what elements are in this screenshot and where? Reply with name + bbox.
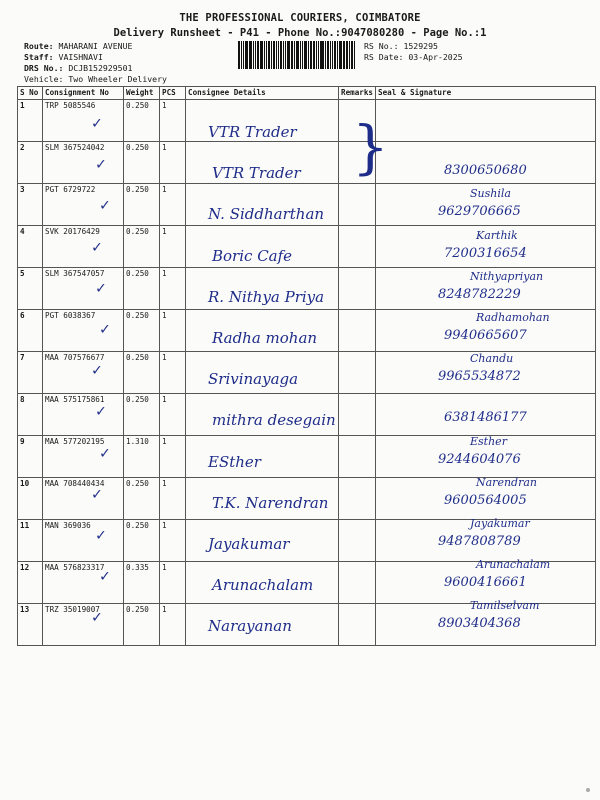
col-header: Weight bbox=[124, 87, 160, 100]
scan-dot bbox=[586, 788, 590, 792]
row-pieces: 1 bbox=[160, 142, 186, 184]
row-consignment-number: MAA 577202195 bbox=[43, 436, 124, 478]
row-serial-number: 11 bbox=[18, 520, 43, 562]
seal-signature: Chandu bbox=[470, 352, 514, 366]
row-serial-number: 5 bbox=[18, 268, 43, 310]
row-remarks-cell bbox=[339, 604, 376, 646]
delivered-check-icon: ✓ bbox=[92, 483, 102, 503]
seal-signature: Karthik bbox=[476, 228, 518, 242]
delivered-check-icon: ✓ bbox=[96, 277, 106, 297]
seal-signature: Sushila bbox=[470, 187, 511, 201]
row-serial-number: 13 bbox=[18, 604, 43, 646]
seal-signature: Arunachalam bbox=[476, 558, 551, 572]
row-serial-number: 6 bbox=[18, 310, 43, 352]
seal-signature: Esther bbox=[470, 434, 507, 448]
row-consignment-number: MAA 575175861 bbox=[43, 394, 124, 436]
row-consignment-number: PGT 6729722 bbox=[43, 184, 124, 226]
row-consignment-number: SVK 20176429 bbox=[43, 226, 124, 268]
receiver-phone: 9965534872 bbox=[438, 369, 521, 385]
rs-no-line: RS No.: 1529295 bbox=[364, 41, 438, 51]
row-consignment-number: TRP 5085546 bbox=[43, 100, 124, 142]
receiver-phone: 9600416661 bbox=[444, 575, 527, 591]
row-serial-number: 2 bbox=[18, 142, 43, 184]
row-serial-number: 7 bbox=[18, 352, 43, 394]
receiver-phone: 9487808789 bbox=[438, 534, 521, 549]
consignee-handwriting: Jayakumar bbox=[208, 535, 290, 553]
row-remarks-cell bbox=[339, 184, 376, 226]
row-consignment-number: PGT 6038367 bbox=[43, 310, 124, 352]
row-weight: 0.250 bbox=[124, 478, 160, 520]
seal-signature: Jayakumar bbox=[470, 517, 530, 530]
row-consignment-number: MAA 576823317 bbox=[43, 562, 124, 604]
row-remarks-cell bbox=[339, 268, 376, 310]
col-header: S No bbox=[18, 87, 43, 100]
row-remarks-cell bbox=[339, 352, 376, 394]
row-consignment-number: SLM 367547057 bbox=[43, 268, 124, 310]
row-serial-number: 4 bbox=[18, 226, 43, 268]
row-weight: 0.250 bbox=[124, 100, 160, 142]
runsheet-subtitle: Delivery Runsheet - P41 - Phone No.:9047080280 - Page No.:1 bbox=[113, 27, 487, 39]
row-pieces: 1 bbox=[160, 562, 186, 604]
row-remarks-cell bbox=[339, 310, 376, 352]
staff-line: Staff: VAISHNAVI bbox=[24, 52, 103, 62]
receiver-phone: 8903404368 bbox=[438, 616, 521, 632]
consignee-handwriting: Srivinayaga bbox=[208, 370, 299, 389]
row-consignment-number: MAN 369036 bbox=[43, 520, 124, 562]
consignee-handwriting: Arunachalam bbox=[212, 576, 314, 595]
row-pieces: 1 bbox=[160, 310, 186, 352]
row-weight: 1.310 bbox=[124, 436, 160, 478]
row-pieces: 1 bbox=[160, 436, 186, 478]
row-serial-number: 10 bbox=[18, 478, 43, 520]
row-consignment-number: SLM 367524042 bbox=[43, 142, 124, 184]
consignee-handwriting: VTR Trader bbox=[212, 164, 301, 183]
delivered-check-icon: ✓ bbox=[96, 525, 106, 544]
consignee-handwriting: mithra desegain bbox=[212, 411, 336, 430]
seal-signature: Narendran bbox=[476, 475, 537, 489]
row-serial-number: 9 bbox=[18, 436, 43, 478]
row-seal-cell bbox=[376, 100, 596, 142]
seal-signature: Radhamohan bbox=[476, 311, 550, 324]
row-pieces: 1 bbox=[160, 352, 186, 394]
receiver-phone: 8248782229 bbox=[438, 286, 521, 302]
delivered-check-icon: ✓ bbox=[100, 319, 110, 338]
row-weight: 0.335 bbox=[124, 562, 160, 604]
consignee-handwriting: VTR Trader bbox=[208, 123, 297, 141]
col-header: PCS bbox=[160, 87, 186, 100]
consignee-handwriting: R. Nithya Priya bbox=[208, 287, 325, 306]
col-header: Consignee Details bbox=[186, 87, 339, 100]
consignee-handwriting: T.K. Narendran bbox=[212, 493, 329, 512]
delivered-check-icon: ✓ bbox=[92, 607, 102, 627]
route-line: Route: MAHARANI AVENUE bbox=[24, 41, 133, 51]
consignee-handwriting: Boric Cafe bbox=[212, 246, 293, 265]
col-header: Seal & Signature bbox=[376, 87, 596, 100]
receiver-phone: 9600564005 bbox=[444, 492, 527, 508]
row-weight: 0.250 bbox=[124, 394, 160, 436]
row-pieces: 1 bbox=[160, 520, 186, 562]
row-consignment-number: TRZ 35019007 bbox=[43, 604, 124, 646]
row-pieces: 1 bbox=[160, 268, 186, 310]
seal-signature: Tamilselvam bbox=[470, 599, 540, 613]
row-remarks-cell bbox=[339, 394, 376, 436]
row-weight: 0.250 bbox=[124, 310, 160, 352]
rs-date-line: RS Date: 03-Apr-2025 bbox=[364, 52, 463, 62]
row-remarks-cell bbox=[339, 562, 376, 604]
row-remarks-cell bbox=[339, 478, 376, 520]
row-weight: 0.250 bbox=[124, 352, 160, 394]
delivered-check-icon: ✓ bbox=[100, 442, 110, 462]
consignee-handwriting: ESther bbox=[208, 452, 261, 471]
table-header-row bbox=[18, 87, 596, 100]
row-consignment-number: MAA 708440434 bbox=[43, 478, 124, 520]
consignee-handwriting: Narayanan bbox=[208, 617, 292, 636]
row-serial-number: 8 bbox=[18, 394, 43, 436]
receiver-phone: 9629706665 bbox=[438, 204, 521, 220]
delivered-check-icon: ✓ bbox=[96, 154, 106, 174]
consignee-handwriting: Radha mohan bbox=[212, 329, 318, 347]
delivered-check-icon: ✓ bbox=[92, 236, 102, 256]
receiver-phone: 8300650680 bbox=[444, 163, 527, 179]
receiver-phone: 9244604076 bbox=[438, 451, 521, 467]
row-serial-number: 1 bbox=[18, 100, 43, 142]
row-pieces: 1 bbox=[160, 394, 186, 436]
row-weight: 0.250 bbox=[124, 226, 160, 268]
table-row bbox=[18, 100, 596, 142]
consignee-handwriting: N. Siddharthan bbox=[208, 205, 325, 224]
row-remarks-cell bbox=[339, 436, 376, 478]
receiver-phone: 6381486177 bbox=[444, 410, 527, 426]
row-remarks-cell bbox=[339, 520, 376, 562]
receiver-phone: 7200316654 bbox=[444, 245, 527, 261]
delivered-check-icon: ✓ bbox=[100, 195, 110, 215]
row-pieces: 1 bbox=[160, 100, 186, 142]
row-weight: 0.250 bbox=[124, 184, 160, 226]
delivered-check-icon: ✓ bbox=[92, 360, 102, 380]
row-serial-number: 12 bbox=[18, 562, 43, 604]
delivered-check-icon: ✓ bbox=[92, 113, 102, 132]
row-pieces: 1 bbox=[160, 604, 186, 646]
delivered-check-icon: ✓ bbox=[96, 401, 106, 421]
delivered-check-icon: ✓ bbox=[100, 566, 110, 586]
row-serial-number: 3 bbox=[18, 184, 43, 226]
row-weight: 0.250 bbox=[124, 604, 160, 646]
row-consignment-number: MAA 707576677 bbox=[43, 352, 124, 394]
page-title: THE PROFESSIONAL COURIERS, COIMBATORE bbox=[179, 12, 421, 24]
row-weight: 0.250 bbox=[124, 520, 160, 562]
row-pieces: 1 bbox=[160, 478, 186, 520]
seal-signature: Nithyapriyan bbox=[470, 269, 544, 283]
row-pieces: 1 bbox=[160, 226, 186, 268]
row-weight: 0.250 bbox=[124, 142, 160, 184]
row-pieces: 1 bbox=[160, 184, 186, 226]
row-remarks-cell bbox=[339, 226, 376, 268]
col-header: Remarks bbox=[339, 87, 376, 100]
row-weight: 0.250 bbox=[124, 268, 160, 310]
remarks-brace-mark: } bbox=[352, 113, 389, 181]
col-header: Consignment No bbox=[43, 87, 124, 100]
barcode bbox=[238, 41, 356, 69]
receiver-phone: 9940665607 bbox=[444, 328, 527, 343]
vehicle-line: Vehicle: Two Wheeler Delivery bbox=[24, 74, 167, 84]
drs-line: DRS No.: DCJB152929501 bbox=[24, 63, 133, 73]
